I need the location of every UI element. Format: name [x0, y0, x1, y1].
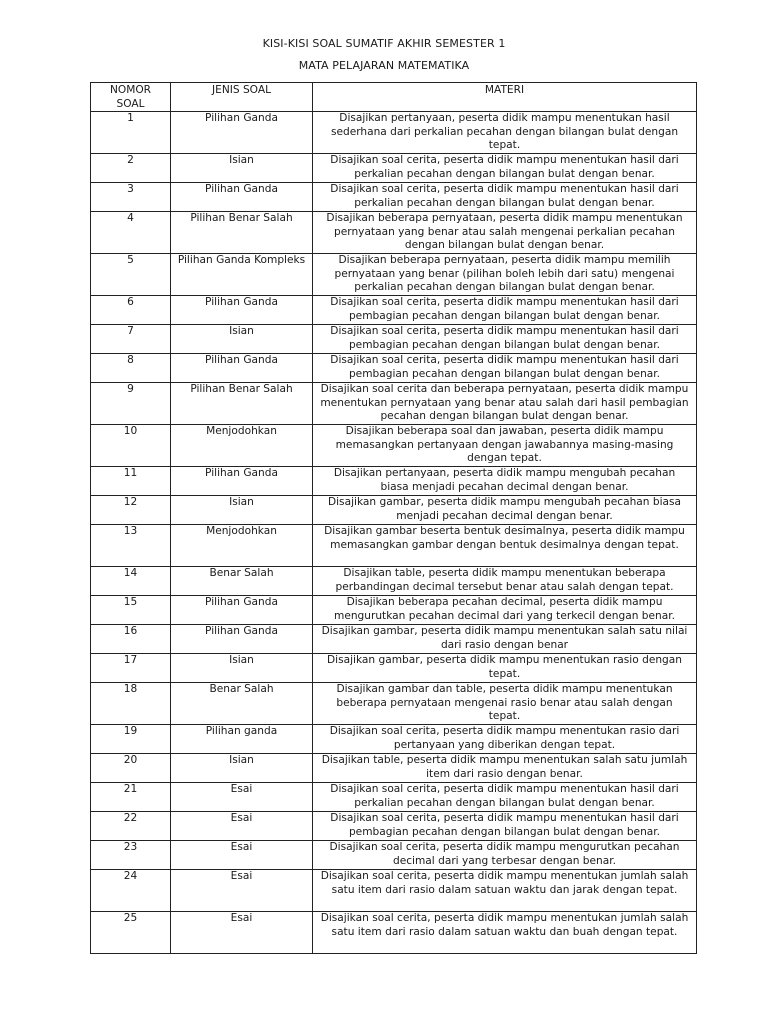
row-nomor-soal: 13	[91, 525, 171, 567]
row-nomor-soal: 7	[91, 325, 171, 354]
row-nomor-soal: 23	[91, 841, 171, 870]
row-nomor-soal: 5	[91, 254, 171, 296]
table-row	[91, 654, 697, 683]
row-jenis-soal: Isian	[171, 754, 313, 783]
row-jenis-soal: Pilihan Ganda	[171, 596, 313, 625]
row-materi: Disajikan soal cerita, peserta didik mampu menentukan jumlah salah satu item dari rasio dalam satuan waktu dan buah dengan tepat.	[313, 912, 697, 954]
row-materi: Disajikan soal cerita, peserta didik mampu menentukan hasil dari perkalian pecahan dengan bilangan bulat dengan benar.	[313, 154, 697, 183]
row-nomor-soal: 21	[91, 783, 171, 812]
row-materi: Disajikan soal cerita, peserta didik mampu menentukan rasio dari pertanyaan yang diberikan dengan tepat.	[313, 725, 697, 754]
row-materi: Disajikan table, peserta didik mampu menentukan salah satu jumlah item dari rasio dengan benar.	[313, 754, 697, 783]
row-jenis-soal: Pilihan Ganda Kompleks	[171, 254, 313, 296]
row-jenis-soal: Pilihan Ganda	[171, 112, 313, 154]
row-materi: Disajikan soal cerita, peserta didik mampu menentukan jumlah salah satu item dari rasio dalam satuan waktu dan jarak dengan tepat.	[313, 870, 697, 912]
row-nomor-soal: 19	[91, 725, 171, 754]
row-nomor-soal: 9	[91, 383, 171, 425]
row-materi: Disajikan soal cerita, peserta didik mampu mengurutkan pecahan decimal dari yang terbesar dengan benar.	[313, 841, 697, 870]
row-materi: Disajikan soal cerita, peserta didik mampu menentukan hasil dari pembagian pecahan dengan bilangan bulat dengan benar.	[313, 296, 697, 325]
row-nomor-soal: 14	[91, 567, 171, 596]
row-nomor-soal: 4	[91, 212, 171, 254]
row-nomor-soal: 11	[91, 467, 171, 496]
row-jenis-soal: Esai	[171, 912, 313, 954]
row-jenis-soal: Pilihan Ganda	[171, 296, 313, 325]
row-jenis-soal: Pilihan Benar Salah	[171, 212, 313, 254]
table-row	[91, 683, 697, 725]
table-row	[91, 525, 697, 567]
row-materi: Disajikan table, peserta didik mampu menentukan beberapa perbandingan decimal tersebut benar atau salah dengan tepat.	[313, 567, 697, 596]
row-nomor-soal: 25	[91, 912, 171, 954]
row-jenis-soal: Pilihan Benar Salah	[171, 383, 313, 425]
table-row	[91, 425, 697, 467]
row-materi: Disajikan gambar, peserta didik mampu menentukan salah satu nilai dari rasio dengan benar	[313, 625, 697, 654]
row-nomor-soal: 10	[91, 425, 171, 467]
row-nomor-soal: 8	[91, 354, 171, 383]
row-nomor-soal: 2	[91, 154, 171, 183]
row-materi: Disajikan soal cerita, peserta didik mampu menentukan hasil dari pembagian pecahan dengan bilangan bulat dengan benar.	[313, 812, 697, 841]
row-nomor-soal: 6	[91, 296, 171, 325]
row-jenis-soal: Isian	[171, 154, 313, 183]
table-row	[91, 154, 697, 183]
kisi-kisi-table	[90, 82, 697, 954]
row-jenis-soal: Isian	[171, 654, 313, 683]
row-materi: Disajikan beberapa pernyataan, peserta didik mampu menentukan pernyataan yang benar atau salah mengenai perkalian pecahan dengan bilangan bulat dengan benar.	[313, 212, 697, 254]
row-jenis-soal: Menjodohkan	[171, 525, 313, 567]
header-nomor-soal: NOMOR SOAL	[91, 83, 171, 112]
row-jenis-soal: Pilihan ganda	[171, 725, 313, 754]
row-nomor-soal: 1	[91, 112, 171, 154]
table-row	[91, 325, 697, 354]
row-materi: Disajikan pertanyaan, peserta didik mampu mengubah pecahan biasa menjadi pecahan decimal dengan benar.	[313, 467, 697, 496]
table-row	[91, 383, 697, 425]
table-row	[91, 841, 697, 870]
table-row	[91, 912, 697, 954]
table-row	[91, 567, 697, 596]
row-materi: Disajikan pertanyaan, peserta didik mampu menentukan hasil sederhana dari perkalian pecahan dengan bilangan bulat dengan tepat.	[313, 112, 697, 154]
row-nomor-soal: 15	[91, 596, 171, 625]
table-header-row	[91, 83, 697, 112]
row-nomor-soal: 22	[91, 812, 171, 841]
table-row	[91, 625, 697, 654]
row-jenis-soal: Pilihan Ganda	[171, 467, 313, 496]
row-jenis-soal: Esai	[171, 783, 313, 812]
row-materi: Disajikan soal cerita dan beberapa pernyataan, peserta didik mampu menentukan pernyataan yang benar atau salah dari hasil pembagian pecahan dengan bilangan bulat dengan benar.	[313, 383, 697, 425]
document-subtitle: MATA PELAJARAN MATEMATIKA	[298, 59, 470, 72]
row-nomor-soal: 16	[91, 625, 171, 654]
row-nomor-soal: 12	[91, 496, 171, 525]
row-jenis-soal: Pilihan Ganda	[171, 183, 313, 212]
table-row	[91, 596, 697, 625]
header-materi: MATERI	[313, 83, 697, 112]
row-nomor-soal: 20	[91, 754, 171, 783]
row-materi: Disajikan beberapa soal dan jawaban, peserta didik mampu memasangkan pertanyaan dengan jawabannya masing-masing dengan tepat.	[313, 425, 697, 467]
row-jenis-soal: Pilihan Ganda	[171, 354, 313, 383]
row-jenis-soal: Isian	[171, 325, 313, 354]
row-materi: Disajikan gambar, peserta didik mampu menentukan rasio dengan tepat.	[313, 654, 697, 683]
row-jenis-soal: Benar Salah	[171, 567, 313, 596]
row-jenis-soal: Isian	[171, 496, 313, 525]
table-row	[91, 812, 697, 841]
row-materi: Disajikan gambar dan table, peserta didik mampu menentukan beberapa pernyataan mengenai rasio benar atau salah dengan tepat.	[313, 683, 697, 725]
row-materi: Disajikan beberapa pernyataan, peserta didik mampu memilih pernyataan yang benar (pilihan boleh lebih dari satu) mengenai perkalian pecahan dengan bilangan bulat dengan benar.	[313, 254, 697, 296]
table-row	[91, 296, 697, 325]
table-row	[91, 183, 697, 212]
table-row	[91, 112, 697, 154]
row-nomor-soal: 24	[91, 870, 171, 912]
row-nomor-soal: 3	[91, 183, 171, 212]
row-jenis-soal: Pilihan Ganda	[171, 625, 313, 654]
row-jenis-soal: Benar Salah	[171, 683, 313, 725]
table-row	[91, 754, 697, 783]
table-row	[91, 725, 697, 754]
row-materi: Disajikan gambar beserta bentuk desimalnya, peserta didik mampu memasangkan gambar dengan bentuk desimalnya dengan tepat.	[313, 525, 697, 567]
document-title: KISI-KISI SOAL SUMATIF AKHIR SEMESTER 1	[262, 37, 506, 50]
row-jenis-soal: Esai	[171, 812, 313, 841]
row-jenis-soal: Esai	[171, 870, 313, 912]
row-materi: Disajikan soal cerita, peserta didik mampu menentukan hasil dari pembagian pecahan dengan bilangan bulat dengan benar.	[313, 325, 697, 354]
header-jenis-soal: JENIS SOAL	[171, 83, 313, 112]
table-row	[91, 870, 697, 912]
row-materi: Disajikan soal cerita, peserta didik mampu menentukan hasil dari perkalian pecahan dengan bilangan bulat dengan benar.	[313, 783, 697, 812]
table-row	[91, 212, 697, 254]
row-materi: Disajikan beberapa pecahan decimal, peserta didik mampu mengurutkan pecahan decimal dari yang terkecil dengan benar.	[313, 596, 697, 625]
row-nomor-soal: 17	[91, 654, 171, 683]
row-materi: Disajikan soal cerita, peserta didik mampu menentukan hasil dari pembagian pecahan dengan bilangan bulat dengan benar.	[313, 354, 697, 383]
table-row	[91, 783, 697, 812]
row-materi: Disajikan gambar, peserta didik mampu mengubah pecahan biasa menjadi pecahan decimal dengan benar.	[313, 496, 697, 525]
table-body	[91, 112, 697, 954]
row-nomor-soal: 18	[91, 683, 171, 725]
row-jenis-soal: Menjodohkan	[171, 425, 313, 467]
row-materi: Disajikan soal cerita, peserta didik mampu menentukan hasil dari perkalian pecahan dengan bilangan bulat dengan benar.	[313, 183, 697, 212]
row-jenis-soal: Esai	[171, 841, 313, 870]
table-row	[91, 467, 697, 496]
table-row	[91, 354, 697, 383]
table-row	[91, 496, 697, 525]
table-row	[91, 254, 697, 296]
